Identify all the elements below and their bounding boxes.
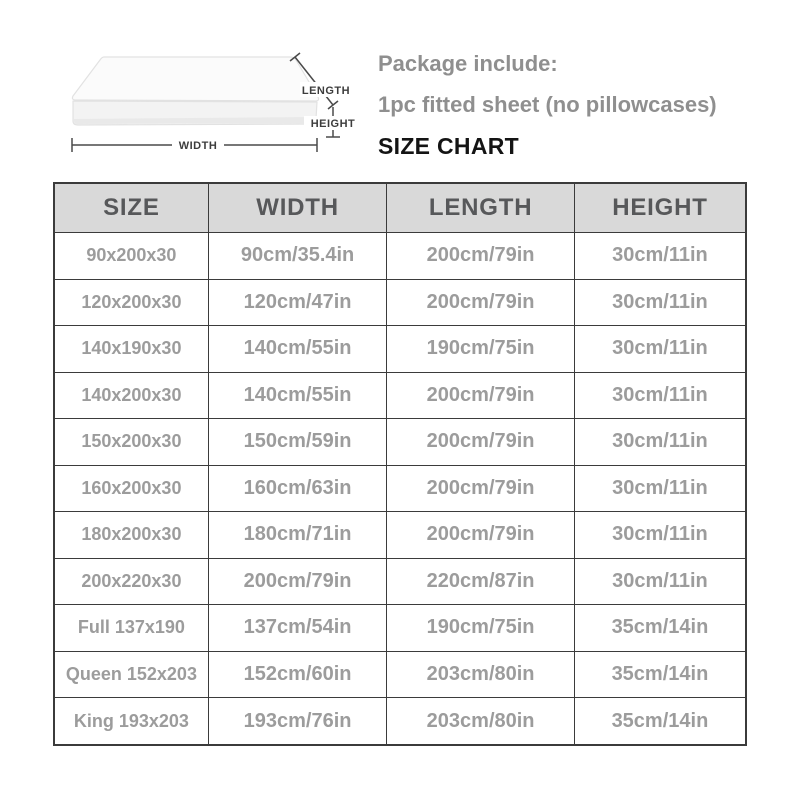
size-cell: 120x200x30 (54, 279, 208, 326)
width-cell: 120cm/47in (208, 279, 387, 326)
package-contents-line: 1pc fitted sheet (no pillowcases) (378, 92, 717, 117)
size-cell: 150x200x30 (54, 419, 208, 466)
width-cell: 160cm/63in (208, 465, 387, 512)
width-cell: 150cm/59in (208, 419, 387, 466)
size-cell: 160x200x30 (54, 465, 208, 512)
length-cell: 200cm/79in (387, 372, 575, 419)
height-cell: 30cm/11in (574, 372, 746, 419)
length-cell: 200cm/79in (387, 465, 575, 512)
mattress-diagram-svg (55, 45, 375, 175)
height-cell: 30cm/11in (574, 558, 746, 605)
size-cell: 140x190x30 (54, 326, 208, 373)
size-cell: King 193x203 (54, 698, 208, 746)
length-cell: 200cm/79in (387, 419, 575, 466)
length-cell: 190cm/75in (387, 326, 575, 373)
length-cell: 200cm/79in (387, 512, 575, 559)
table-row (54, 419, 746, 466)
height-cell: 30cm/11in (574, 233, 746, 280)
table-row (54, 233, 746, 280)
length-cell: 203cm/80in (387, 651, 575, 698)
size-cell: 180x200x30 (54, 512, 208, 559)
table-row (54, 558, 746, 605)
package-info-block (378, 51, 778, 159)
height-cell: 35cm/14in (574, 651, 746, 698)
height-cell: 30cm/11in (574, 279, 746, 326)
mattress-top-face (72, 57, 318, 101)
height-cell: 30cm/11in (574, 512, 746, 559)
height-dimension-label: HEIGHT (310, 118, 356, 130)
table-header-row (54, 183, 746, 233)
column-header-width: WIDTH (208, 183, 387, 233)
size-cell: 140x200x30 (54, 372, 208, 419)
table-row (54, 372, 746, 419)
width-dimension-label: WIDTH (178, 140, 218, 152)
mattress-illustration (55, 45, 375, 175)
table-row (54, 651, 746, 698)
size-chart-table (53, 182, 747, 746)
size-cell: 90x200x30 (54, 233, 208, 280)
width-cell: 137cm/54in (208, 605, 387, 652)
length-dimension-label: LENGTH (301, 85, 351, 97)
table-row (54, 326, 746, 373)
table-row (54, 512, 746, 559)
column-header-height: HEIGHT (574, 183, 746, 233)
width-cell: 90cm/35.4in (208, 233, 387, 280)
size-cell: Full 137x190 (54, 605, 208, 652)
width-cell: 193cm/76in (208, 698, 387, 746)
width-cell: 180cm/71in (208, 512, 387, 559)
length-cell: 190cm/75in (387, 605, 575, 652)
size-cell: 200x220x30 (54, 558, 208, 605)
column-header-length: LENGTH (387, 183, 575, 233)
height-cell: 30cm/11in (574, 326, 746, 373)
height-cell: 35cm/14in (574, 698, 746, 746)
length-cell: 200cm/79in (387, 233, 575, 280)
package-include-heading: Package include: (378, 51, 558, 76)
width-cell: 152cm/60in (208, 651, 387, 698)
height-cell: 30cm/11in (574, 465, 746, 512)
size-chart-title: SIZE CHART (378, 133, 519, 159)
height-cell: 35cm/14in (574, 605, 746, 652)
size-cell: Queen 152x203 (54, 651, 208, 698)
table-row (54, 605, 746, 652)
length-cell: 220cm/87in (387, 558, 575, 605)
table-row (54, 698, 746, 746)
width-cell: 140cm/55in (208, 372, 387, 419)
column-header-size: SIZE (54, 183, 208, 233)
table-row (54, 465, 746, 512)
length-cell: 203cm/80in (387, 698, 575, 746)
height-cell: 30cm/11in (574, 419, 746, 466)
length-cell: 200cm/79in (387, 279, 575, 326)
width-cell: 200cm/79in (208, 558, 387, 605)
table-row (54, 279, 746, 326)
width-cell: 140cm/55in (208, 326, 387, 373)
